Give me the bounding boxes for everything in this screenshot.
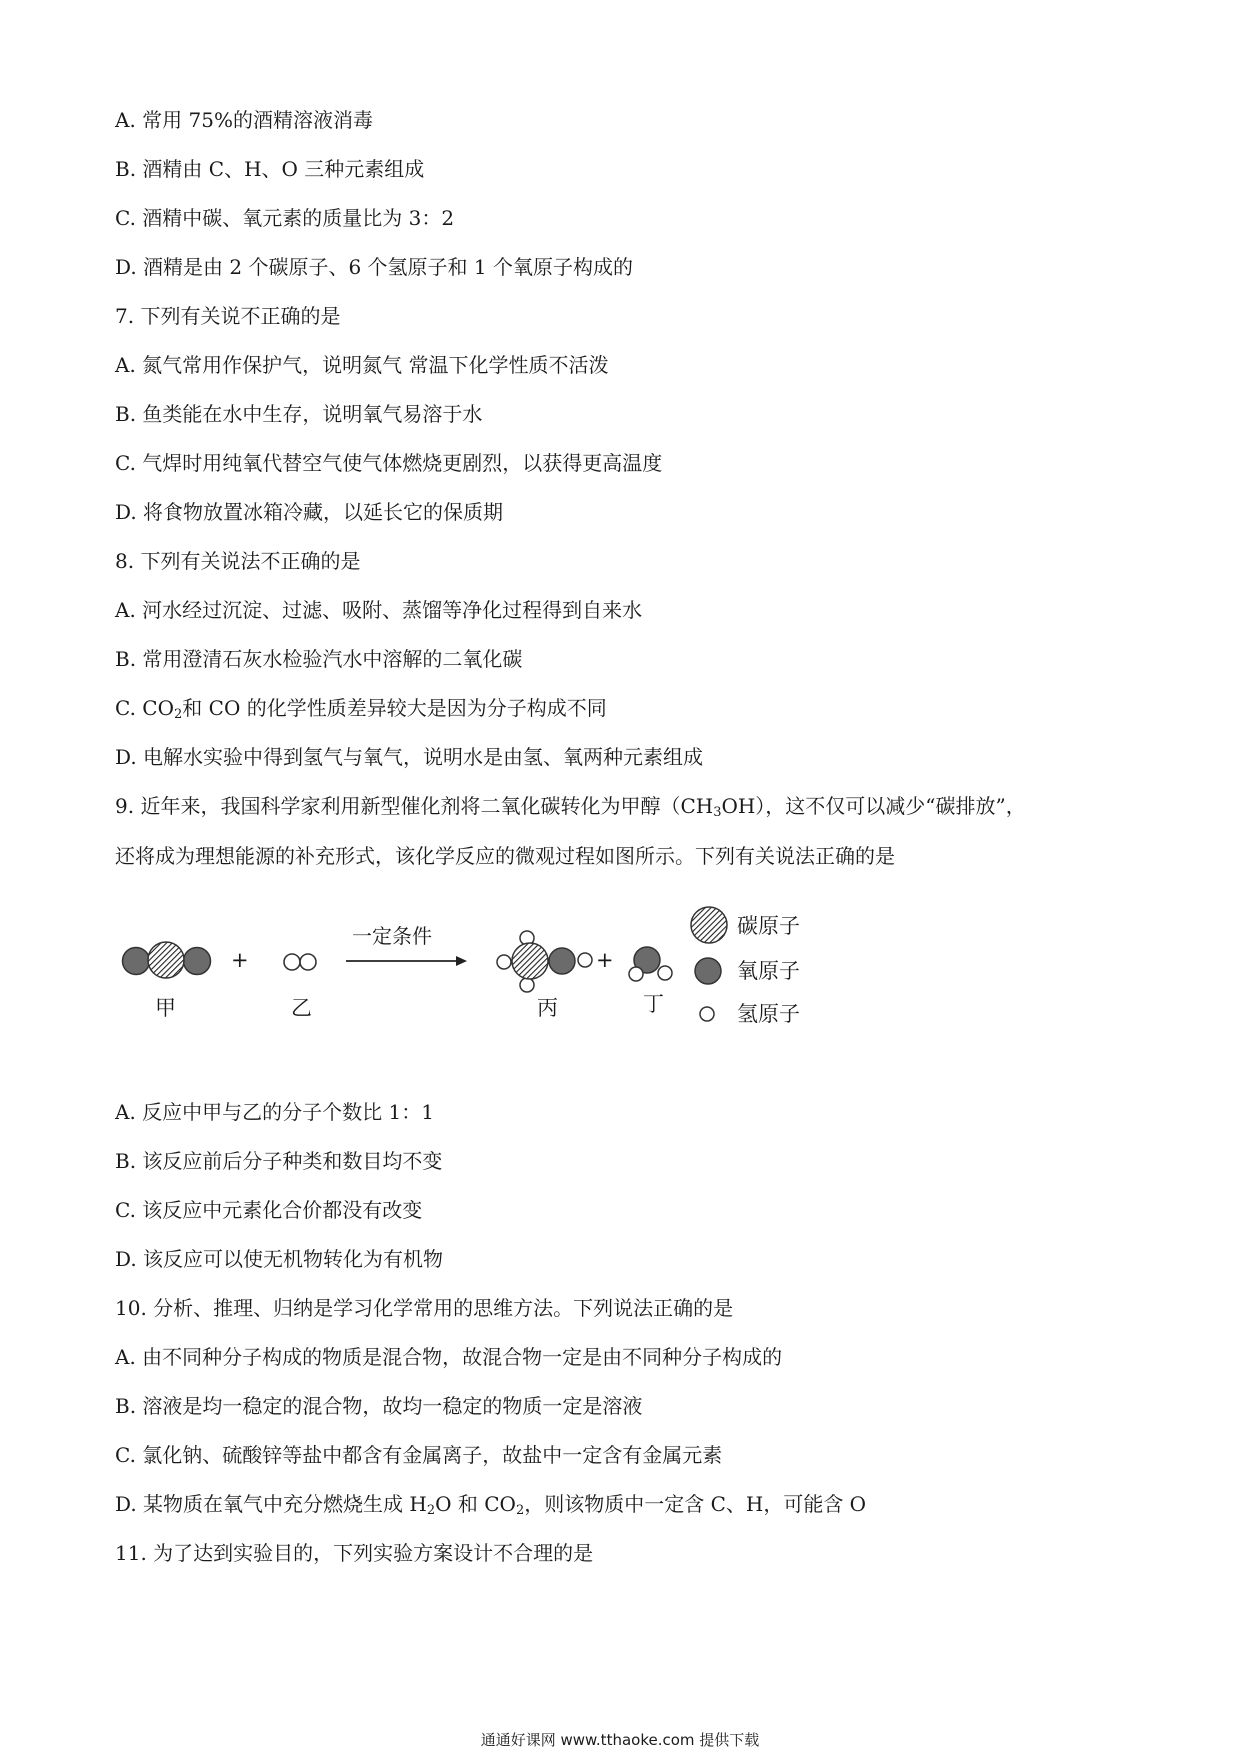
q9-option-a: A. 反应中甲与乙的分子个数比 1：1 [115,1100,434,1124]
q10-option-c: C. 氯化钠、硫酸锌等盐中都含有金属离子，故盐中一定含有金属元素 [115,1443,723,1467]
label-bing: 丙 [537,996,558,1020]
q11-stem: 11. 为了达到实验目的，下列实验方案设计不合理的是 [115,1541,594,1565]
q9-stem-line-2: 还将成为理想能源的补充形式，该化学反应的微观过程如图所示。下列有关说法正确的是 [115,844,895,868]
q8-option-d: D. 电解水实验中得到氢气与氧气，说明水是由氢、氧两种元素组成 [115,745,704,769]
page-footer: 通通好课网 www.tthaoke.com 提供下载 [480,1731,760,1749]
molecule-bing-ch3oh [497,931,592,992]
q10-stem: 10. 分析、推理、归纳是学习化学常用的思维方法。下列说法正确的是 [115,1296,734,1320]
molecule-yi-h2 [284,954,316,970]
legend-symbols [691,907,727,1021]
q6-option-a: A. 常用 75%的酒精溶液消毒 [115,108,373,132]
q6-option-c: C. 酒精中碳、氧元素的质量比为 3：2 [115,206,455,230]
molecule-jia-co2 [123,942,211,978]
q10-option-d: D. 某物质在氧气中充分燃烧生成 $H_2O$ 和 $CO_2$，则该物质中一定含 C、H，可能含 O [115,1492,867,1518]
q9-option-c: C. 该反应中元素化合价都没有改变 [115,1198,423,1222]
label-jia: 甲 [155,996,176,1020]
reaction-condition: 一定条件 [352,924,432,948]
q9-stem-line-1: 9. 近年来，我国科学家利用新型催化剂将二氧化碳转化为甲醇$(CH_3OH)$，这不仅可以减少“碳排放”， [115,794,1026,820]
q9-option-d: D. 该反应可以使无机物转化为有机物 [115,1247,444,1271]
q9-option-b: B. 该反应前后分子种类和数目均不变 [115,1149,443,1173]
q6-option-b: B. 酒精由 C、H、O 三种元素组成 [115,157,425,181]
legend-oxygen-label: 氧原子 [737,959,800,983]
legend-carbon-label: 碳原子 [737,914,800,938]
molecule-ding-h2o [629,947,672,981]
q8-option-c: C. $CO_2$和 CO 的化学性质差异较大是因为分子构成不同 [115,696,607,722]
q8-stem: 8. 下列有关说法不正确的是 [115,549,361,573]
q7-option-b: B. 鱼类能在水中生存，说明氧气易溶于水 [115,402,483,426]
q6-option-d: D. 酒精是由 2 个碳原子、6 个氢原子和 1 个氧原子构成的 [115,255,633,279]
q7-option-a: A. 氮气常用作保护气，说明氮气 常温下化学性质不活泼 [115,353,609,377]
plus-sign-2: + [596,948,614,972]
plus-sign-1: + [231,948,249,972]
q10-option-a: A. 由不同种分子构成的物质是混合物，故混合物一定是由不同种分子构成的 [115,1345,783,1369]
label-ding: 丁 [643,992,664,1016]
q7-stem: 7. 下列有关说不正确的是 [115,304,341,328]
legend-hydrogen-label: 氢原子 [737,1002,800,1026]
q7-option-c: C. 气焊时用纯氧代替空气使气体燃烧更剧烈，以获得更高温度 [115,451,663,475]
label-yi: 乙 [291,996,312,1020]
q7-option-d: D. 将食物放置冰箱冷藏，以延长它的保质期 [115,500,504,524]
q8-option-a: A. 河水经过沉淀、过滤、吸附、蒸馏等净化过程得到自来水 [115,598,643,622]
reaction-arrow [346,956,467,966]
q8-option-b: B. 常用澄清石灰水检验汽水中溶解的二氧化碳 [115,647,523,671]
q10-option-b: B. 溶液是均一稳定的混合物，故均一稳定的物质一定是溶液 [115,1394,643,1418]
